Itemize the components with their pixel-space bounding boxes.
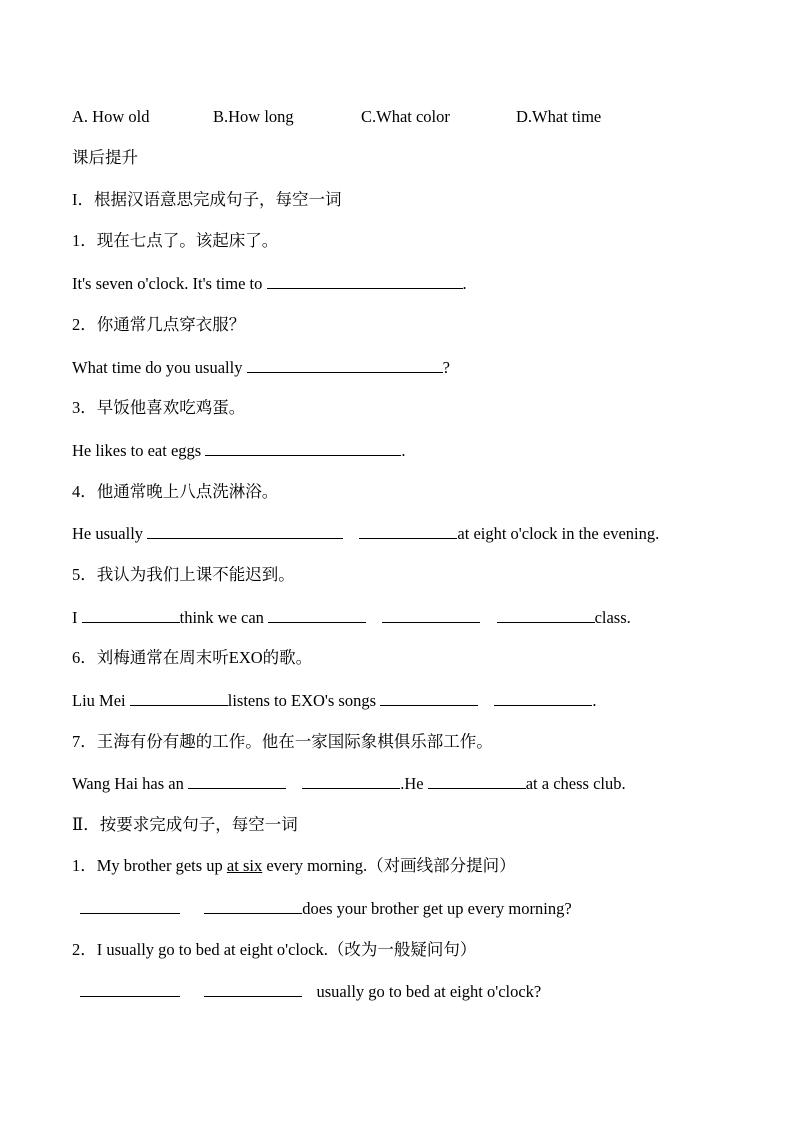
q4-text-b: at eight o'clock in the evening. <box>457 524 660 543</box>
q5-english <box>72 606 631 629</box>
q3-chinese: 3．早饭他喜欢吃鸡蛋。 <box>72 398 246 417</box>
q7-text-a: Wang Hai has an <box>72 774 184 793</box>
p2-q1-blank-2[interactable] <box>204 897 302 914</box>
q7-text-b: .He <box>400 774 424 793</box>
q5-text-a: I <box>72 608 78 627</box>
q1-text-a: It's seven o'clock. It's time to <box>72 274 263 293</box>
q4-chinese: 4．他通常晚上八点洗淋浴。 <box>72 482 279 501</box>
q5-blank-3[interactable] <box>382 606 480 623</box>
q4-blank-2[interactable] <box>359 522 457 539</box>
q5-blank-4[interactable] <box>497 606 595 623</box>
part1-heading: I．根据汉语意思完成句子，每空一词 <box>72 190 342 209</box>
q4-text-a: He usually <box>72 524 144 543</box>
option-d: D.What time <box>516 107 602 126</box>
q3-text-b: . <box>401 441 406 460</box>
q2-text-a: What time do you usually <box>72 358 243 377</box>
q5-blank-2[interactable] <box>268 606 366 623</box>
part2-heading: Ⅱ．按要求完成句子，每空一词 <box>72 815 298 834</box>
p2-q1-text-a: 1．My brother gets up <box>72 856 223 875</box>
q1-blank[interactable] <box>267 272 463 289</box>
q2-blank[interactable] <box>247 356 443 373</box>
option-c: C.What color <box>361 107 450 126</box>
p2-q2-answer-text: usually go to bed at eight o'clock? <box>316 982 542 1001</box>
q6-english <box>72 689 597 712</box>
q6-text-c: . <box>592 691 597 710</box>
q6-text-b: listens to EXO's songs <box>227 691 377 710</box>
q1-chinese: 1．现在七点了。该起床了。 <box>72 231 279 250</box>
p2-q2-blank-2[interactable] <box>204 980 302 997</box>
q5-blank-1[interactable] <box>82 606 180 623</box>
q7-english <box>72 772 626 795</box>
q2-chinese: 2．你通常几点穿衣服？ <box>72 315 246 334</box>
q5-text-b: think we can <box>179 608 264 627</box>
p2-q2-blank-1[interactable] <box>80 980 180 997</box>
q2-english <box>72 356 450 379</box>
q1-english <box>72 272 467 295</box>
q6-text-a: Liu Mei <box>72 691 126 710</box>
q6-blank-1[interactable] <box>130 689 228 706</box>
q6-chinese: 6．刘梅通常在周末听EXO的歌。 <box>72 648 313 667</box>
p2-q1-answer <box>80 897 572 920</box>
p2-q1-blank-1[interactable] <box>80 897 180 914</box>
q4-english <box>72 522 659 545</box>
q7-blank-3[interactable] <box>428 772 526 789</box>
p2-q1-answer-text: does your brother get up every morning? <box>302 899 572 918</box>
p2-q1-underlined: at six <box>226 856 263 875</box>
p2-q2-answer <box>80 980 541 1003</box>
section-title: 课后提升 <box>72 148 138 167</box>
q6-blank-3[interactable] <box>494 689 592 706</box>
q4-blank-1[interactable] <box>147 522 343 539</box>
q5-text-c: class. <box>594 608 631 627</box>
q6-blank-2[interactable] <box>380 689 478 706</box>
option-b: B.How long <box>213 107 294 126</box>
q7-blank-1[interactable] <box>188 772 286 789</box>
q1-text-b: . <box>462 274 467 293</box>
q7-text-c: at a chess club. <box>525 774 626 793</box>
q3-text-a: He likes to eat eggs <box>72 441 202 460</box>
q3-english <box>72 439 405 462</box>
option-a: A. How old <box>72 107 150 126</box>
p2-q1 <box>72 855 516 877</box>
answer-options <box>72 106 601 128</box>
p2-q2: 2．I usually go to bed at eight o'clock.（改为一般疑问句） <box>72 940 477 959</box>
q3-blank[interactable] <box>205 439 401 456</box>
q7-blank-2[interactable] <box>302 772 400 789</box>
q2-text-b: ? <box>442 358 450 377</box>
p2-q1-text-b: every morning.（对画线部分提问） <box>266 856 516 875</box>
q5-chinese: 5．我认为我们上课不能迟到。 <box>72 565 295 584</box>
q7-chinese: 7．王海有份有趣的工作。他在一家国际象棋俱乐部工作。 <box>72 732 493 751</box>
